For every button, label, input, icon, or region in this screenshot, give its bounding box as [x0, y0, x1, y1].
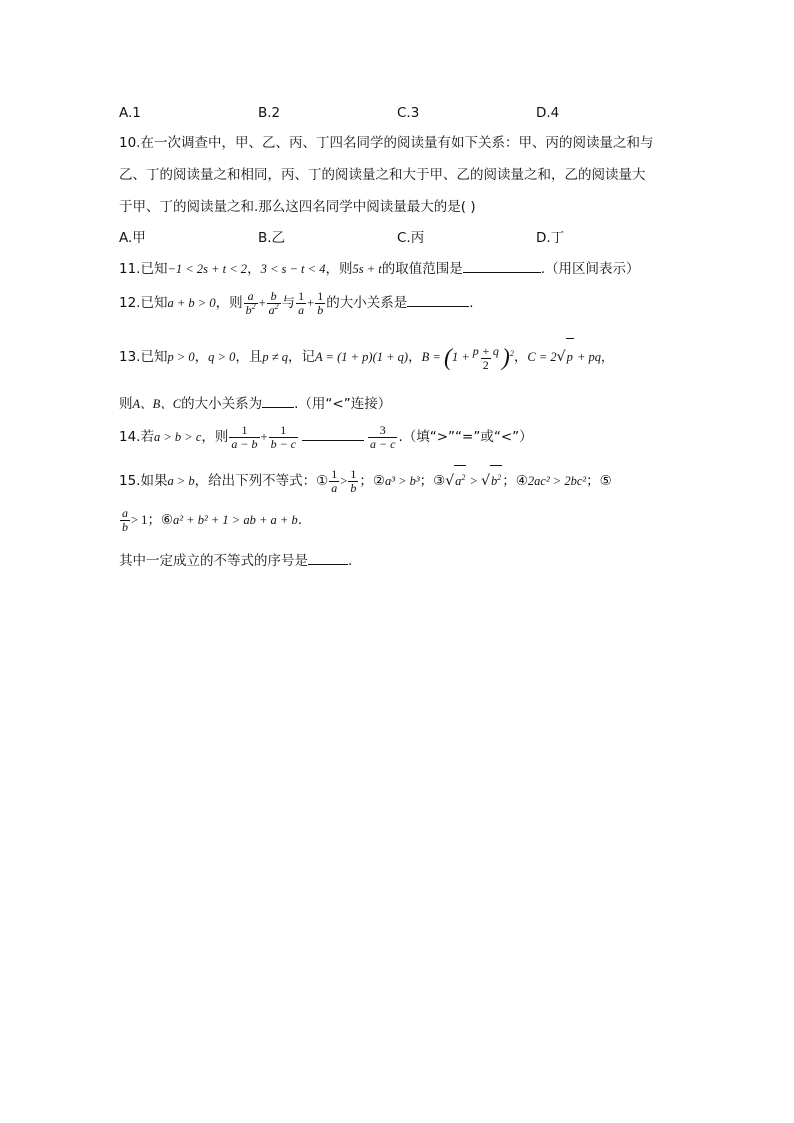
q11-mid: ，则 [325, 261, 353, 277]
q13-line-2 [119, 395, 391, 413]
q14-frac-3: $\frac{3}{a - c}$ [370, 422, 396, 451]
q14-prefix: 14.若 [119, 429, 154, 445]
q14-cond: a > b > c [153, 430, 202, 444]
q11-cond2: 3 < s − t < 4 [260, 262, 326, 276]
q14-line: 14.若a > b > c，则 $\frac{1}{a - b}$ + $\frac{1}{b - c}$ $\frac{3}{a - c}$ .（填“>”“=”或“<”） [119, 422, 533, 451]
q15-sep4: ；④ [502, 473, 528, 489]
q13-def-a: A = (1 + p)(1 + q) [314, 350, 409, 364]
q13-sep1: ， [194, 349, 209, 365]
q15-prefix: 15.如果 [119, 473, 168, 489]
q12-mid: ，则 [215, 295, 243, 311]
q13-def-c: C = 2√p + pq [527, 350, 601, 364]
q15-answer-blank [308, 552, 348, 565]
q15-sep5: ；⑤ [586, 473, 612, 489]
q12-tail: . [469, 295, 474, 311]
q12-frac-a-b2: $\frac{a}{b^2}$ [245, 288, 256, 317]
q14-frac-1: $\frac{1}{a - b}$ [231, 422, 258, 451]
q15-ineq6: a² + b² + 1 > ab + a + b [173, 513, 298, 527]
q15-line3-tail: . [348, 553, 353, 569]
q13-sep5: ， [513, 349, 528, 365]
q11-line [119, 260, 640, 278]
q15-line-2 [119, 505, 302, 535]
q12-line: 12.已知a + b > 0，则 $\frac{a}{b^2}$ + $\frac{b}{a^2}$ 与 $\frac{1}{a}$ + $\frac{1}{b}$ 的大小关系是 . [119, 288, 474, 317]
q15-mid: ，给出下列不等式：① [194, 473, 329, 489]
q11-prefix: 11.已知 [119, 261, 168, 277]
q11-sep: ， [247, 261, 261, 277]
q12-suffix: 的大小关系是 [326, 295, 408, 311]
q15-ineq5-rest: > 1 [131, 513, 148, 527]
q9-option-a: A.1 [119, 105, 141, 121]
q10-line-3: 于甲、丁的阅读量之和.那么这四名同学中阅读量最大的是( ) [119, 199, 476, 215]
q15-sep6: ；⑥ [147, 512, 174, 528]
q10-option-d: D.丁 [536, 230, 565, 246]
q15-ineq1-right: $\frac{1}{b}$ [350, 466, 357, 495]
q11-tail: .（用区间表示） [540, 261, 640, 277]
q13-line-1: 13.已知p > 0，q > 0，且p ≠ q，记A = (1 + p)(1 + q)，B = (1 + $\frac{p + q}{2}$ )$^2$，C = 2√p + pq， [119, 338, 614, 375]
q15-line3-text: 其中一定成立的不等式的序号是 [119, 553, 308, 569]
q13-sep3: ，记 [287, 349, 315, 365]
q14-frac-2: $\frac{1}{b - c}$ [270, 422, 297, 451]
q11-expr: 5s + t [352, 262, 382, 276]
q12-and: 与 [281, 295, 296, 311]
q9-option-b: B.2 [258, 105, 281, 121]
q15-ineq2: a³ > b³ [384, 474, 420, 488]
q15-end: . [297, 512, 303, 528]
q12-frac-b-a2: $\frac{b}{a^2}$ [268, 288, 279, 317]
q13-cond3: p ≠ q [262, 350, 288, 364]
q12-frac-1-a: $\frac{1}{a}$ [298, 288, 305, 317]
q15-cond: a > b [167, 474, 195, 488]
q12-prefix: 12.已知 [119, 295, 168, 311]
q15-line-1: 15.如果a > b，给出下列不等式：① $\frac{1}{a}$ > $\frac{1}{b}$ ；②a³ > b³；$③√a^2 > √b^2$；④2ac² > 2bc²；⑤ [119, 466, 612, 495]
q15-ineq1-left: $\frac{1}{a}$ [331, 466, 338, 495]
q15-sep3: ；③ [419, 473, 446, 489]
q10-line-1: 10.在一次调查中，甲、乙、丙、丁四名同学的阅读量有如下关系：甲、丙的阅读量之和与 [119, 135, 654, 151]
q13-line2-prefix: 则 [119, 396, 133, 412]
q13-sep2: ，且 [235, 349, 263, 365]
q13-sep4: ， [408, 349, 422, 365]
q9-option-c: C.3 [397, 105, 420, 121]
q10-line-2: 乙、丁的阅读量之和相同，丙、丁的阅读量之和大于甲、乙的阅读量之和，乙的阅读量大 [119, 167, 646, 183]
q14-tail: .（填“>”“=”或“<”） [398, 429, 533, 445]
q15-line-3 [119, 552, 352, 570]
q13-line2-mid: 的大小关系为 [181, 396, 263, 412]
q13-cond1: p > 0 [167, 350, 195, 364]
q12-frac-1-b: $\frac{1}{b}$ [317, 288, 324, 317]
q13-cond2: q > 0 [208, 350, 236, 364]
q14-answer-blank [302, 428, 364, 441]
q10-option-b: B.乙 [258, 230, 286, 246]
q13-def-b: B = (1 + $\frac{p + q}{2}$ )$^2$ [421, 343, 514, 372]
q15-ineq5-frac: $\frac{a}{b}$ [122, 505, 128, 534]
q10-option-a: A.甲 [119, 230, 146, 246]
q12-answer-blank [407, 294, 469, 307]
q13-line2-tail: .（用“<”连接） [294, 396, 392, 412]
q11-cond1: −1 < 2s + t < 2 [167, 262, 248, 276]
q15-sep2: ；② [359, 473, 385, 489]
q11-suffix: 的取值范围是 [381, 261, 463, 277]
q14-mid: ，则 [201, 429, 229, 445]
q12-cond: a + b > 0 [167, 296, 216, 310]
q11-answer-blank [463, 260, 541, 273]
q13-vars: A、B、C [132, 397, 182, 411]
q15-ineq4: 2ac² > 2bc² [527, 474, 587, 488]
q15-ineq3: $√a^2 > √b^2$ [445, 474, 502, 488]
q10-option-c: C.丙 [397, 230, 425, 246]
q13-prefix: 13.已知 [119, 349, 168, 365]
q13-answer-blank [262, 395, 294, 408]
q9-option-d: D.4 [536, 105, 560, 121]
